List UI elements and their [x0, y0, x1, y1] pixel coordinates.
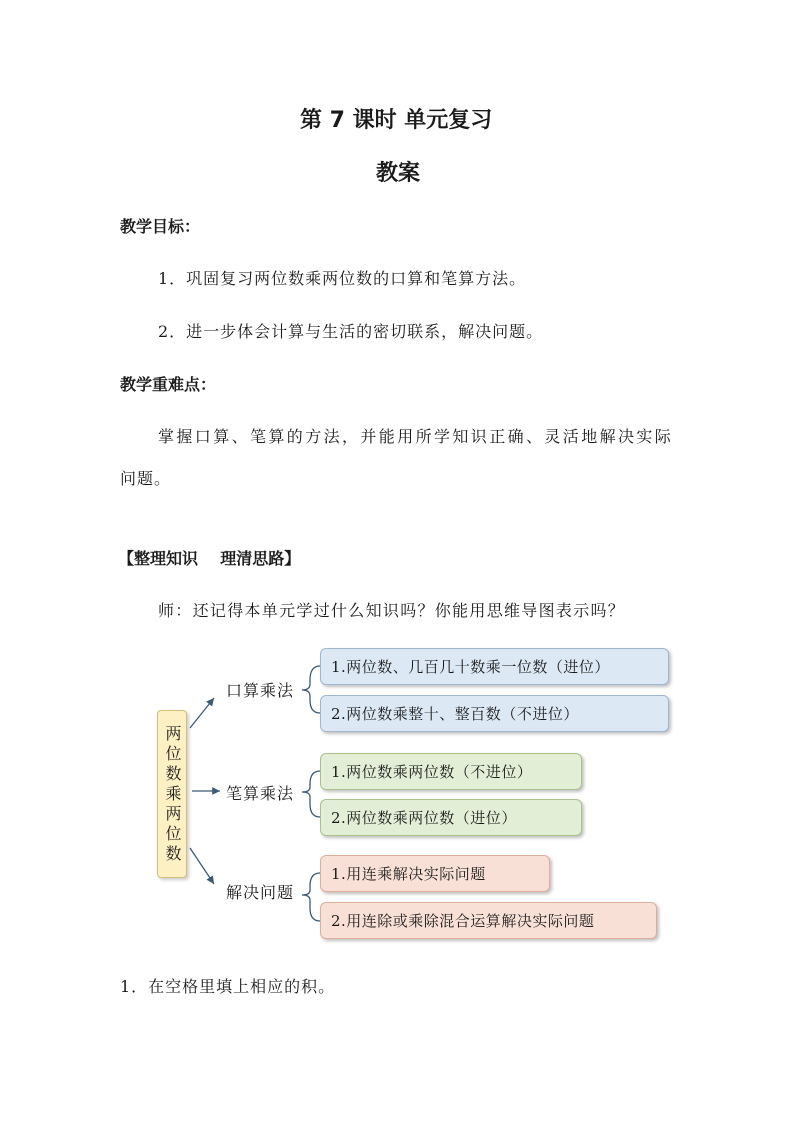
- branch-oral-multiplication: 口算乘法: [226, 681, 295, 700]
- brace-problems: [302, 873, 320, 921]
- exercise-1-prompt: 1．在空格里填上相应的积。: [120, 977, 336, 996]
- oral-item-1: 1.两位数、几百几十数乘一位数（进位）: [320, 648, 669, 685]
- brace-oral: [302, 666, 320, 713]
- key-points-line-2: 问题。: [120, 469, 172, 488]
- branch-problem-solving: 解决问题: [226, 883, 295, 902]
- goal-item-2: 2．进一步体会计算与生活的密切联系，解决问题。: [158, 322, 544, 341]
- mind-map-root: 两位数乘两位数: [157, 710, 187, 878]
- brace-written: [302, 771, 320, 817]
- arrow-to-oral: [190, 698, 214, 728]
- written-item-2: 2.两位数乘两位数（进位）: [320, 799, 582, 836]
- key-points-heading: 教学重难点：: [120, 375, 217, 394]
- lesson-subtitle: 教案: [376, 161, 421, 186]
- branch-written-multiplication: 笔算乘法: [226, 784, 295, 803]
- lesson-title: 第 7 课时 单元复习: [300, 108, 493, 133]
- goals-heading: 教学目标：: [120, 217, 201, 236]
- problem-item-1: 1.用连乘解决实际问题: [320, 855, 550, 892]
- oral-item-2: 2.两位数乘整十、整百数（不进位）: [320, 695, 669, 732]
- teacher-question: 师：还记得本单元学过什么知识吗？你能用思维导图表示吗？: [158, 601, 626, 620]
- goal-item-1: 1．巩固复习两位数乘两位数的口算和笔算方法。: [158, 269, 527, 288]
- written-item-1: 1.两位数乘两位数（不进位）: [320, 753, 582, 790]
- problem-item-2: 2.用连除或乘除混合运算解决实际问题: [320, 902, 657, 939]
- key-points-line-1: 掌握口算、笔算的方法，并能用所学知识正确、灵活地解决实际: [158, 427, 674, 446]
- section-heading: 【整理知识 理清思路】: [118, 549, 301, 568]
- arrow-to-problems: [190, 848, 214, 884]
